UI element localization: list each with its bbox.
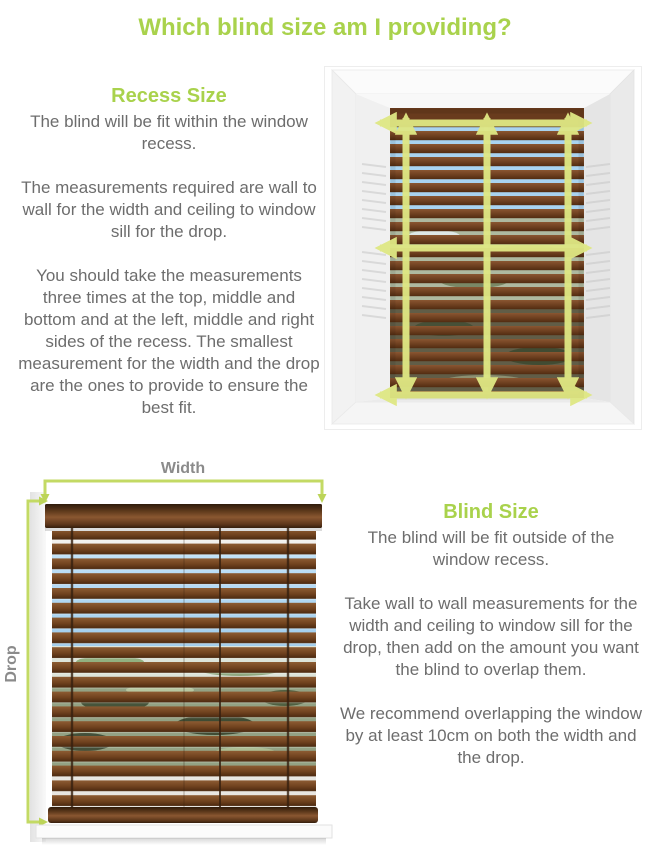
recess-size-section: [16, 84, 322, 441]
window-recess-photo: [324, 66, 642, 430]
blind-paragraph: Take wall to wall measurements for the width and ceiling to window sill for the drop, then add on the amount you want the blind to overlap them.: [343, 594, 639, 679]
recess-paragraph: You should take the measurements three times at the top, middle and bottom and at the left, middle and right sides of the recess. The smallest measurement for the width and the drop are the ones to provide to ensure the best fit.: [18, 266, 320, 417]
recess-size-heading: Recess Size: [111, 85, 227, 107]
recess-paragraph: The measurements required are wall to wall for the width and ceiling to window sill for the drop.: [21, 178, 317, 241]
window-recess-illustration: [324, 66, 642, 430]
drop-label: Drop: [3, 645, 20, 683]
blind-size-illustration: [0, 440, 340, 866]
width-bracket-icon: [41, 481, 327, 503]
blind-paragraph: The blind will be fit outside of the window recess.: [367, 528, 615, 569]
page-title: Which blind size am I providing?: [138, 14, 512, 41]
blind-headrail: [45, 504, 322, 528]
recess-paragraph: The blind will be fit within the window recess.: [30, 112, 308, 153]
wooden-blind: [45, 504, 322, 823]
blind-bottom-rail: [48, 807, 318, 823]
blind-size-heading: Blind Size: [443, 501, 539, 523]
width-label: Width: [160, 460, 206, 477]
blind-size-photo: [0, 440, 340, 866]
window-sill: [36, 825, 332, 845]
blind-size-section: [338, 500, 644, 791]
blind-paragraph: We recommend overlapping the window by at least 10cm on both the width and the drop.: [339, 704, 643, 767]
wall-shading: [30, 492, 46, 842]
